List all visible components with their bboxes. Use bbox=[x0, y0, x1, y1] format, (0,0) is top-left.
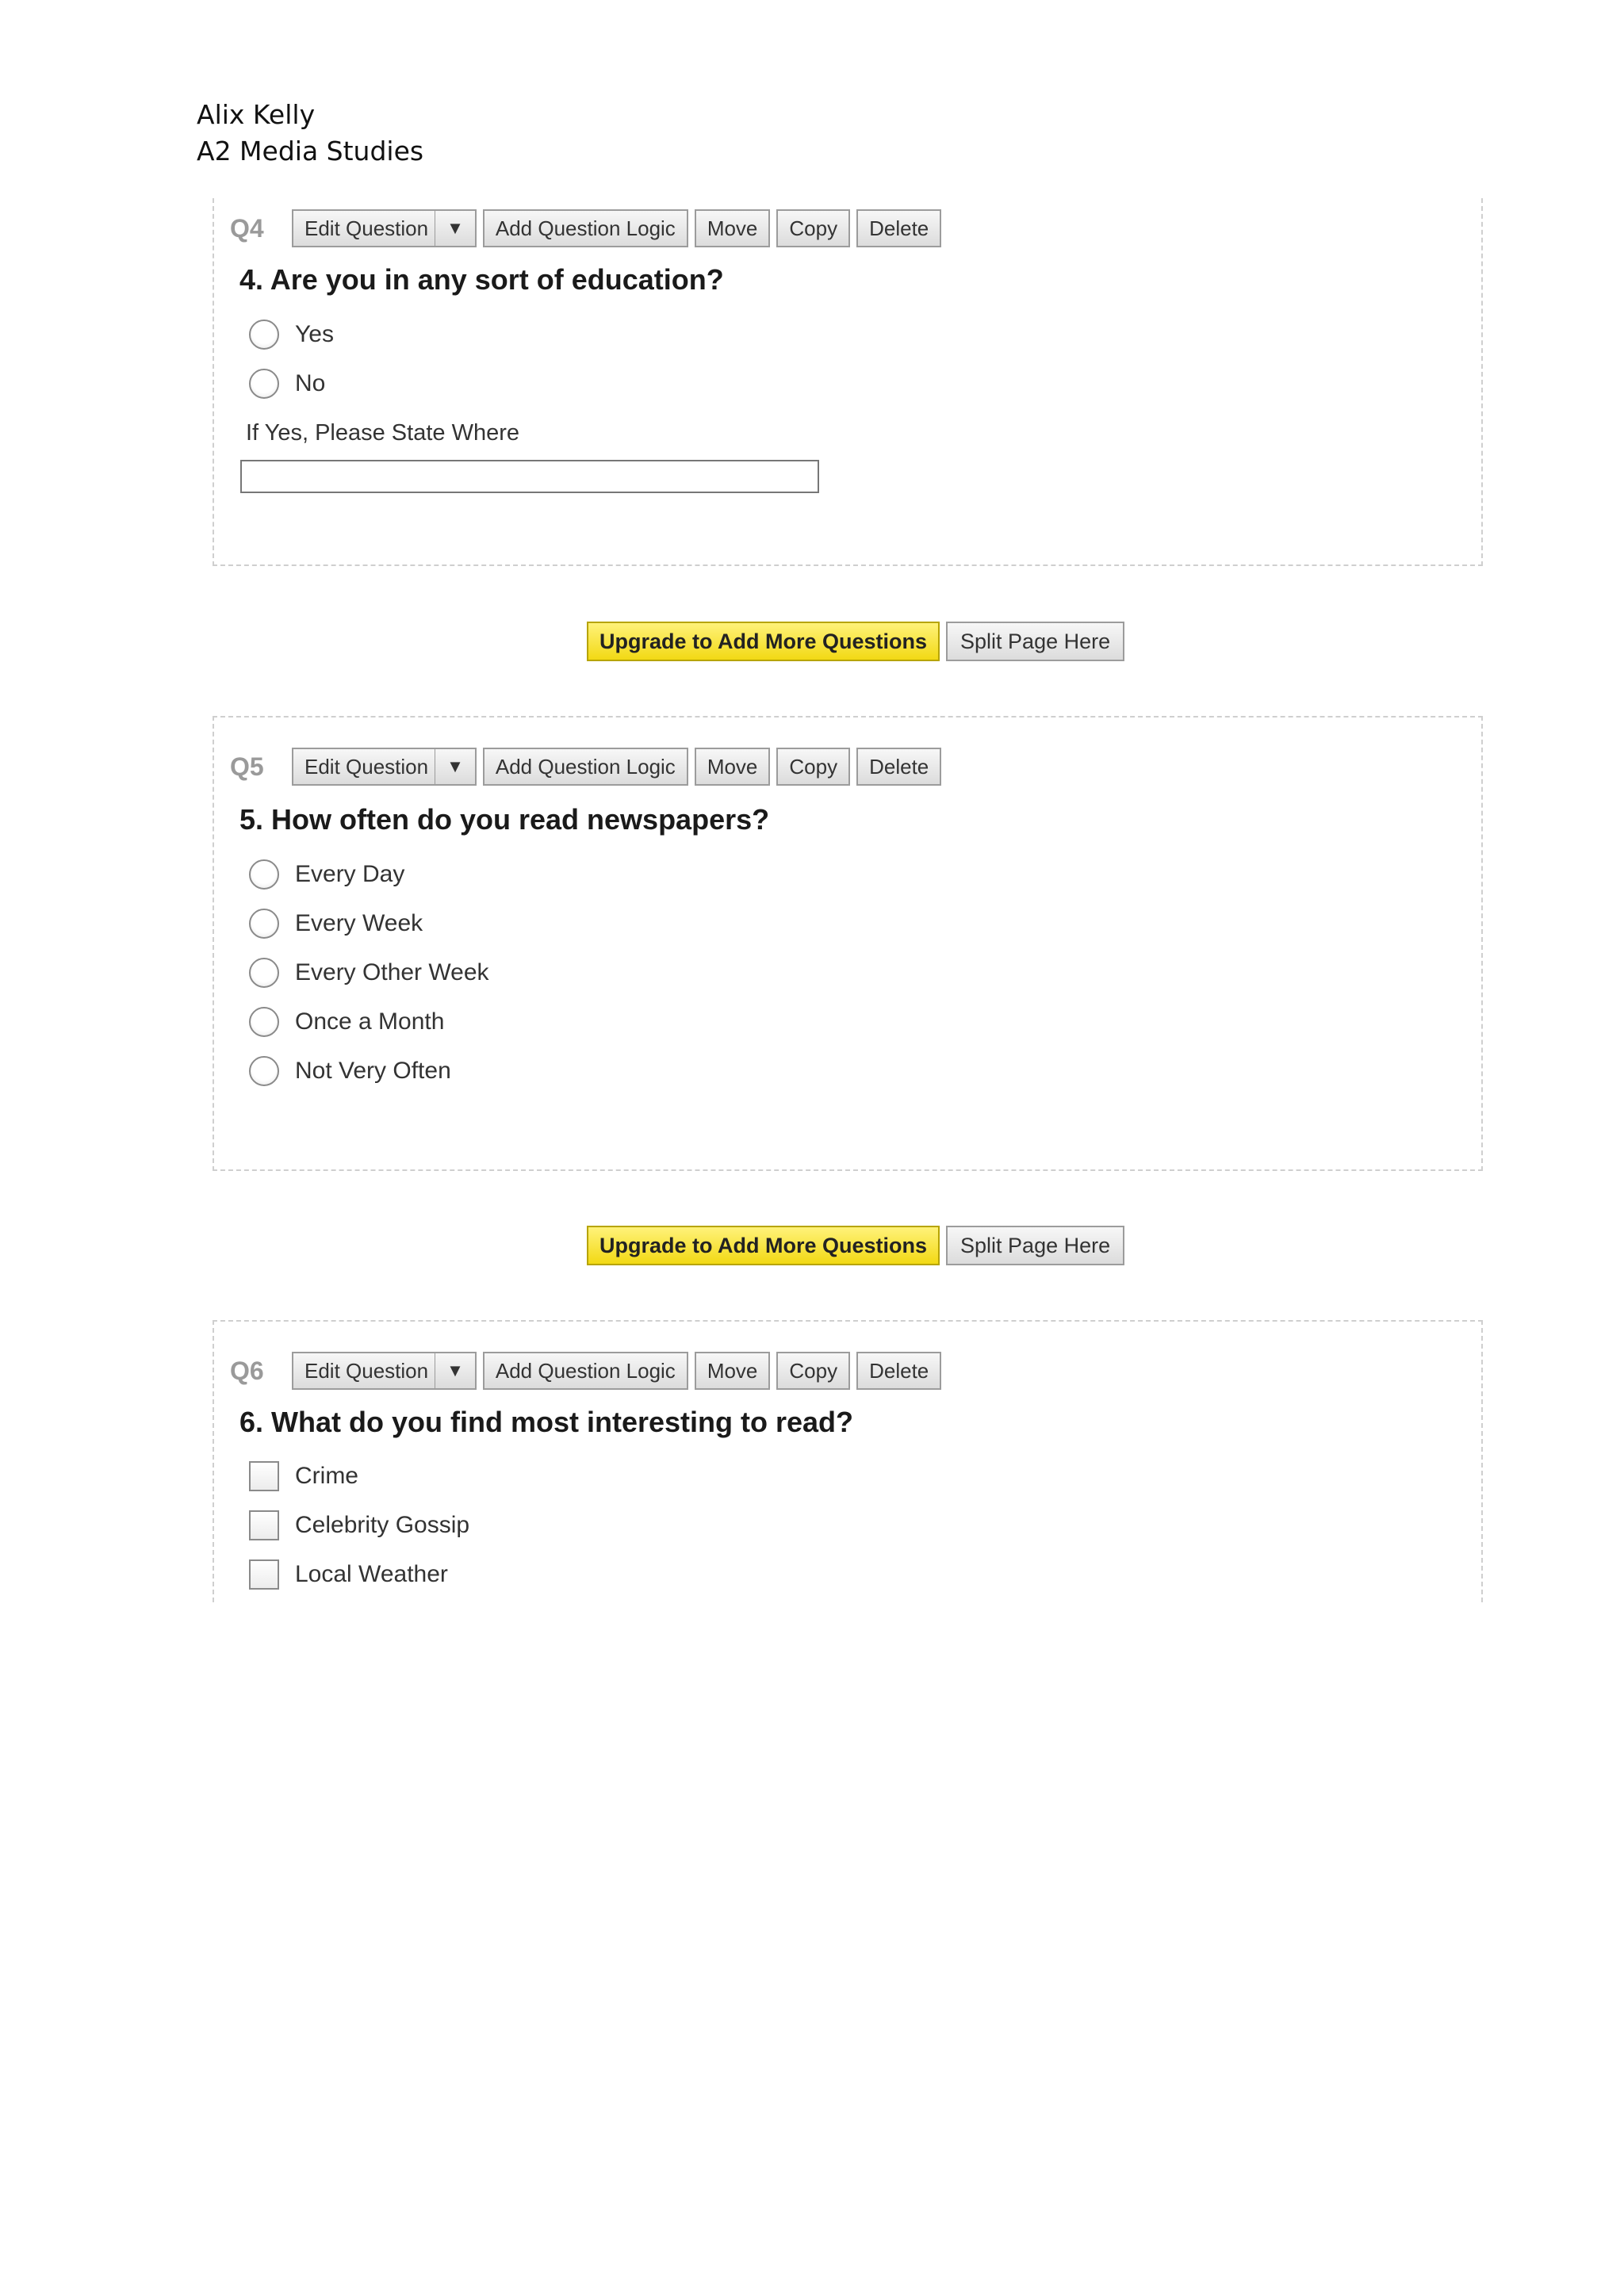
radio-option-every-day[interactable] bbox=[249, 857, 404, 892]
question-title: 5. How often do you read newspapers? bbox=[239, 803, 770, 836]
edit-question-button[interactable]: Edit Question bbox=[292, 748, 441, 786]
radio-button[interactable] bbox=[249, 1056, 279, 1086]
question-number: Q5 bbox=[230, 752, 264, 781]
delete-button[interactable]: Delete bbox=[856, 1352, 941, 1390]
edit-options-dropdown-icon[interactable]: ▼ bbox=[435, 1352, 477, 1390]
radio-option-no[interactable] bbox=[249, 366, 325, 401]
document-header bbox=[197, 97, 423, 170]
checkbox-option-crime[interactable] bbox=[249, 1459, 358, 1494]
radio-option-yes[interactable] bbox=[249, 317, 334, 352]
option-label: Every Week bbox=[295, 910, 423, 936]
move-button[interactable]: Move bbox=[695, 748, 771, 786]
checkbox-option-local-weather[interactable] bbox=[249, 1557, 448, 1592]
edit-options-dropdown-icon[interactable]: ▼ bbox=[435, 748, 477, 786]
delete-button[interactable]: Delete bbox=[856, 209, 941, 247]
checkbox[interactable] bbox=[249, 1559, 279, 1590]
delete-button[interactable]: Delete bbox=[856, 748, 941, 786]
question-toolbar bbox=[230, 208, 948, 249]
upgrade-button[interactable]: Upgrade to Add More Questions bbox=[587, 622, 940, 661]
add-question-logic-button[interactable]: Add Question Logic bbox=[483, 748, 688, 786]
question-number: Q6 bbox=[230, 1356, 264, 1385]
edit-question-button[interactable]: Edit Question bbox=[292, 1352, 441, 1390]
option-label: Local Weather bbox=[295, 1561, 448, 1587]
question-title: 4. Are you in any sort of education? bbox=[239, 263, 724, 296]
question-toolbar bbox=[230, 746, 948, 787]
add-question-logic-button[interactable]: Add Question Logic bbox=[483, 209, 688, 247]
school-location-input[interactable] bbox=[240, 460, 819, 493]
checkbox-option-celebrity-gossip[interactable] bbox=[249, 1508, 469, 1543]
upgrade-button[interactable]: Upgrade to Add More Questions bbox=[587, 1226, 940, 1265]
radio-option-not-very-often[interactable] bbox=[249, 1054, 451, 1089]
question-block-q4 bbox=[213, 198, 1483, 566]
question-block-q6 bbox=[213, 1320, 1483, 1602]
option-label: No bbox=[295, 370, 326, 396]
radio-button[interactable] bbox=[249, 369, 279, 399]
radio-button[interactable] bbox=[249, 859, 279, 890]
question-toolbar bbox=[230, 1350, 948, 1391]
copy-button[interactable]: Copy bbox=[776, 1352, 850, 1390]
radio-button[interactable] bbox=[249, 320, 279, 350]
radio-button[interactable] bbox=[249, 958, 279, 988]
option-label: Crime bbox=[295, 1463, 358, 1489]
copy-button[interactable]: Copy bbox=[776, 748, 850, 786]
copy-button[interactable]: Copy bbox=[776, 209, 850, 247]
option-label: Every Day bbox=[295, 861, 405, 887]
radio-button[interactable] bbox=[249, 1007, 279, 1037]
move-button[interactable]: Move bbox=[695, 209, 771, 247]
checkbox[interactable] bbox=[249, 1510, 279, 1540]
split-page-button[interactable]: Split Page Here bbox=[946, 1226, 1124, 1265]
add-question-logic-button[interactable]: Add Question Logic bbox=[483, 1352, 688, 1390]
edit-options-dropdown-icon[interactable]: ▼ bbox=[435, 209, 477, 247]
checkbox[interactable] bbox=[249, 1461, 279, 1491]
author-name: Alix Kelly bbox=[197, 99, 316, 130]
radio-option-every-other-week[interactable] bbox=[249, 955, 489, 990]
radio-option-every-week[interactable] bbox=[249, 906, 423, 941]
radio-button[interactable] bbox=[249, 909, 279, 939]
radio-option-once-a-month[interactable] bbox=[249, 1004, 444, 1039]
question-actions-row bbox=[587, 621, 1124, 662]
option-label: Not Very Often bbox=[295, 1058, 451, 1084]
question-number: Q4 bbox=[230, 213, 264, 243]
question-title: 6. What do you find most interesting to read? bbox=[239, 1406, 854, 1438]
question-actions-row bbox=[587, 1225, 1124, 1266]
question-block-q5 bbox=[213, 716, 1483, 1171]
text-field-label: If Yes, Please State Where bbox=[246, 420, 519, 446]
option-label: Every Other Week bbox=[295, 959, 489, 985]
option-label: Yes bbox=[295, 321, 334, 347]
move-button[interactable]: Move bbox=[695, 1352, 771, 1390]
edit-question-button[interactable]: Edit Question bbox=[292, 209, 441, 247]
option-label: Once a Month bbox=[295, 1008, 445, 1035]
course-subject: A2 Media Studies bbox=[197, 136, 424, 166]
split-page-button[interactable]: Split Page Here bbox=[946, 622, 1124, 661]
option-label: Celebrity Gossip bbox=[295, 1512, 470, 1538]
